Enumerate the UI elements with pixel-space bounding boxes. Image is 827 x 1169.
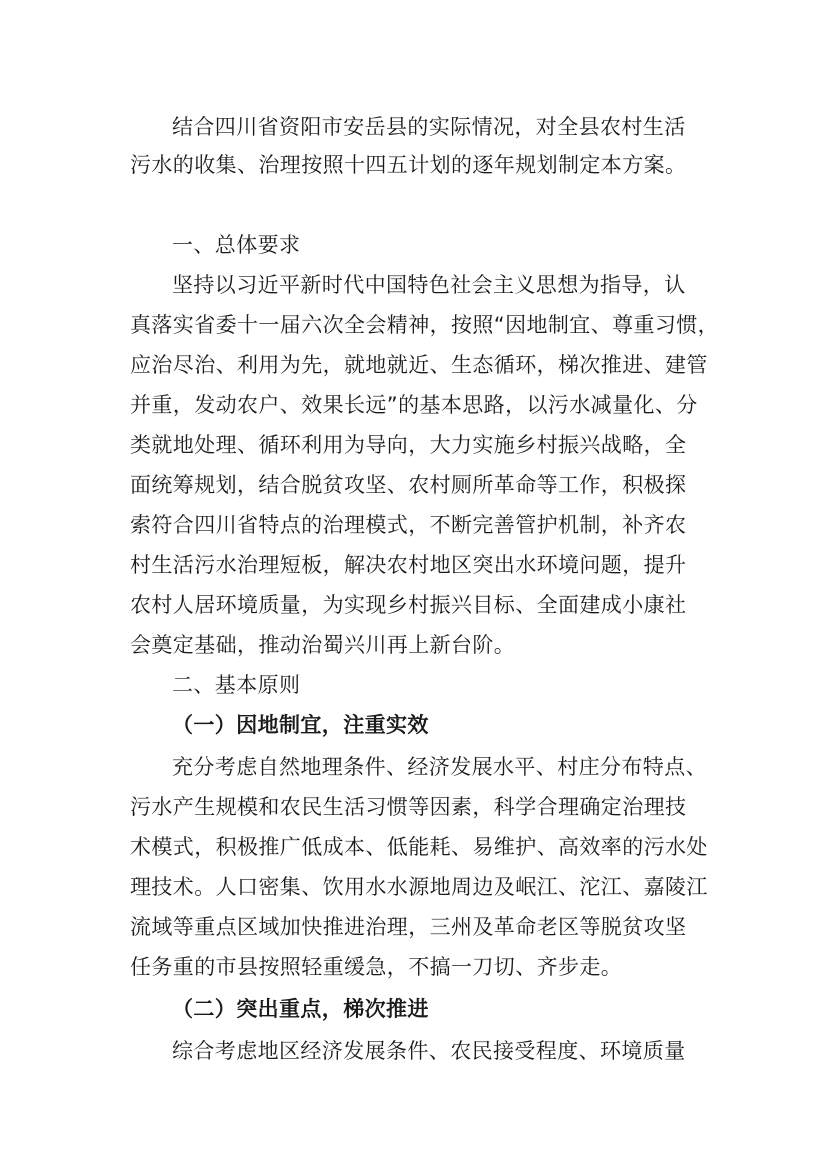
paragraph-line: 农村人居环境质量，为实现乡村振兴目标、全面建成小康社	[130, 593, 687, 617]
paragraph-line: 综合考虑地区经济发展条件、农民接受程度、环境质量	[172, 1039, 686, 1063]
paragraph-line: 村生活污水治理短板，解决农村地区突出水环境问题，提升	[130, 553, 687, 577]
subsection-1-heading: （一）因地制宜，注重实效	[172, 713, 429, 737]
paragraph-line: 理技术。人口密集、饮用水水源地周边及岷江、沱江、嘉陵江	[130, 875, 708, 899]
paragraph-line: 坚持以习近平新时代中国特色社会主义思想为指导，认	[172, 273, 686, 297]
paragraph-line: 类就地处理、循环利用为导向，大力实施乡村振兴战略，全	[130, 433, 687, 457]
intro-line: 污水的收集、治理按照十四五计划的逐年规划制定本方案。	[130, 153, 687, 177]
paragraph-line: 并重，发动农户、效果长远”的基本思路，以污水减量化、分	[130, 393, 698, 417]
paragraph-line: 污水产生规模和农民生活习惯等因素，科学合理确定治理技	[130, 795, 687, 819]
paragraph-line: 面统筹规划，结合脱贫攻坚、农村厕所革命等工作，积极探	[130, 473, 687, 497]
section-2-heading: 二、基本原则	[172, 673, 301, 697]
paragraph-line: 术模式，积极推广低成本、低能耗、易维护、高效率的污水处	[130, 835, 708, 859]
paragraph-line: 应治尽治、利用为先，就地就近、生态循环，梯次推进、建管	[130, 353, 708, 377]
paragraph-line: 会奠定基础，推动治蜀兴川再上新台阶。	[130, 633, 516, 657]
paragraph-line: 真落实省委十一届六次全会精神，按照“因地制宜、尊重习惯，	[130, 313, 720, 337]
intro-line: 结合四川省资阳市安岳县的实际情况，对全县农村生活	[172, 115, 686, 139]
paragraph-line: 任务重的市县按照轻重缓急，不搞一刀切、齐步走。	[130, 955, 623, 979]
section-1-heading: 一、总体要求	[172, 233, 301, 257]
subsection-2-heading: （二）突出重点，梯次推进	[172, 997, 429, 1021]
paragraph-line: 索符合四川省特点的治理模式，不断完善管护机制，补齐农	[130, 513, 687, 537]
paragraph-line: 充分考虑自然地理条件、经济发展水平、村庄分布特点、	[172, 755, 707, 779]
paragraph-line: 流域等重点区域加快推进治理，三州及革命老区等脱贫攻坚	[130, 915, 687, 939]
